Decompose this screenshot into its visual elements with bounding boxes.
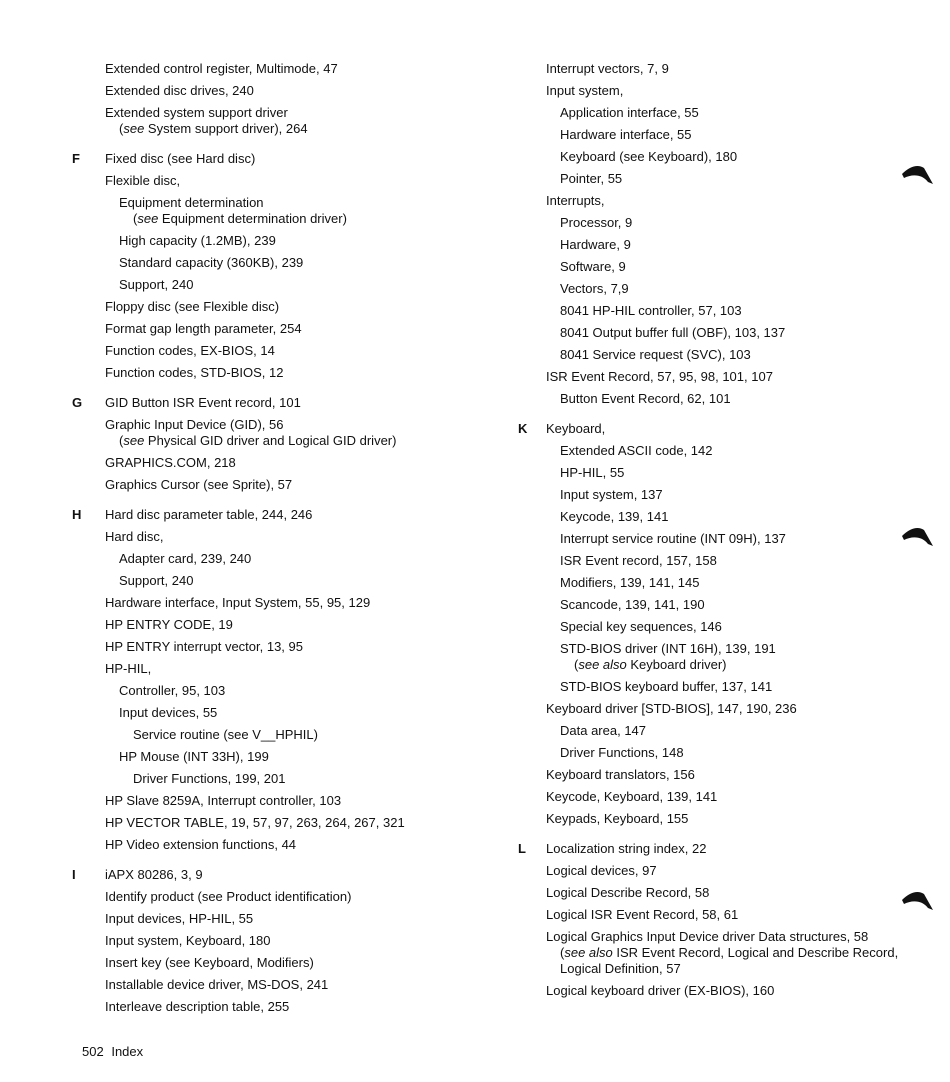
index-entry-text: HP-HIL, 55: [560, 465, 625, 480]
index-entry-text: Keyboard driver [STD-BIOS], 147, 190, 236: [546, 701, 797, 716]
see-label: see also: [578, 657, 627, 672]
index-entry: [105, 452, 472, 474]
index-entry: [105, 724, 472, 746]
index-entry-text: HP ENTRY CODE, 19: [105, 617, 233, 632]
index-entry: [105, 148, 472, 170]
index-entry-cross-reference: (see Physical GID driver and Logical GID driver): [119, 433, 397, 448]
index-entry: [105, 392, 472, 414]
index-entry-text: Insert key (see Keyboard, Modifiers): [105, 955, 314, 970]
index-section: [518, 838, 918, 1002]
index-entry-text: HP ENTRY interrupt vector, 13, 95: [105, 639, 303, 654]
index-section: [72, 392, 472, 496]
index-entry: [546, 838, 918, 860]
index-entry-text: Interleave description table, 255: [105, 999, 290, 1014]
index-entry-text: Hardware interface, Input System, 55, 95, 129: [105, 595, 371, 610]
index-entry: [105, 362, 472, 384]
index-entry-text: Hard disc parameter table, 244, 246: [105, 507, 313, 522]
index-entry: [546, 322, 918, 344]
cross-reference-text: ISR Event Record, Logical and Describe Record,: [612, 945, 899, 960]
index-entry-text: ISR Event record, 157, 158: [560, 553, 717, 568]
index-entry: [105, 886, 472, 908]
index-entry-text: High capacity (1.2MB), 239: [119, 233, 276, 248]
index-entry: [546, 904, 918, 926]
section-letter: H: [72, 507, 82, 522]
see-label: see: [123, 121, 145, 136]
cross-reference-text: Keyboard driver): [626, 657, 727, 672]
index-entry-text: Function codes, STD-BIOS, 12: [105, 365, 284, 380]
index-entry: [546, 638, 918, 676]
index-entry: [546, 124, 918, 146]
index-entry-text: Controller, 95, 103: [119, 683, 226, 698]
index-entry: [546, 58, 918, 80]
index-entry-text: Fixed disc (see Hard disc): [105, 151, 256, 166]
index-entry: [105, 930, 472, 952]
index-entry: [546, 860, 918, 882]
index-entry: [105, 58, 472, 80]
index-entry-text: Input system, Keyboard, 180: [105, 933, 271, 948]
index-entry: [546, 720, 918, 742]
index-entry-text: Keycode, Keyboard, 139, 141: [546, 789, 718, 804]
index-entry-cross-reference: (see System support driver), 264: [119, 121, 308, 136]
index-entry: [546, 102, 918, 124]
index-entry: [546, 484, 918, 506]
page-number: 502: [82, 1044, 104, 1059]
index-entry-text: Logical ISR Event Record, 58, 61: [546, 907, 739, 922]
index-entry: [105, 702, 472, 724]
index-entry-text: Graphics Cursor (see Sprite), 57: [105, 477, 293, 492]
index-entry-text: Modifiers, 139, 141, 145: [560, 575, 700, 590]
index-entry: [105, 414, 472, 452]
index-entry-text: Scancode, 139, 141, 190: [560, 597, 705, 612]
index-entry: [105, 996, 472, 1018]
index-entry-text: Equipment determination: [119, 195, 264, 210]
index-entry: [105, 790, 472, 812]
index-entry-text: Keyboard translators, 156: [546, 767, 695, 782]
index-entry: [105, 252, 472, 274]
index-entry: [546, 440, 918, 462]
index-entry: [546, 256, 918, 278]
index-entry-cross-reference: (see Equipment determination driver): [133, 211, 347, 226]
index-entry-text: Format gap length parameter, 254: [105, 321, 302, 336]
index-entry: [546, 300, 918, 322]
index-entry: [105, 834, 472, 856]
index-section: [518, 418, 918, 830]
index-entry: [546, 146, 918, 168]
index-entry-text: HP-HIL,: [105, 661, 152, 676]
index-entry: [105, 318, 472, 340]
index-entry-text: Hardware interface, 55: [560, 127, 692, 142]
index-entry-text: GID Button ISR Event record, 101: [105, 395, 301, 410]
index-entry: [105, 864, 472, 886]
index-entry-text: Driver Functions, 148: [560, 745, 684, 760]
index-entry-text: Interrupts,: [546, 193, 605, 208]
index-entry-text: Localization string index, 22: [546, 841, 707, 856]
index-entry: [105, 170, 472, 192]
index-entry-text: Keypads, Keyboard, 155: [546, 811, 689, 826]
see-label: see: [123, 433, 145, 448]
index-section: [72, 864, 472, 1018]
index-entry-text: Keycode, 139, 141: [560, 509, 669, 524]
index-entry: [105, 952, 472, 974]
index-section: [72, 58, 472, 140]
index-section: [72, 148, 472, 384]
page-footer: [82, 1044, 143, 1059]
index-entry: [546, 278, 918, 300]
index-entry: [105, 80, 472, 102]
index-entry-text: Hardware, 9: [560, 237, 631, 252]
index-entry: [546, 980, 918, 1002]
index-entry-text: Software, 9: [560, 259, 626, 274]
index-entry: [105, 296, 472, 318]
index-entry-text: Support, 240: [119, 573, 194, 588]
index-entry: [546, 234, 918, 256]
index-entry-text: Logical devices, 97: [546, 863, 657, 878]
index-entry: [546, 418, 918, 440]
index-entry-text: Hard disc,: [105, 529, 164, 544]
index-entry: [546, 676, 918, 698]
index-entry: [105, 548, 472, 570]
section-letter: I: [72, 867, 76, 882]
index-entry-text: 8041 HP-HIL controller, 57, 103: [560, 303, 742, 318]
index-entry: [105, 192, 472, 230]
index-entry-text: Vectors, 7,9: [560, 281, 629, 296]
index-entry-text: Data area, 147: [560, 723, 647, 738]
index-entry-text: Input devices, HP-HIL, 55: [105, 911, 254, 926]
index-entry: [105, 812, 472, 834]
cross-reference-text: System support driver), 264: [144, 121, 308, 136]
index-entry: [546, 462, 918, 484]
index-entry: [546, 698, 918, 720]
margin-mark-icon: [900, 522, 934, 548]
section-letter: K: [518, 421, 528, 436]
index-entry: [105, 340, 472, 362]
index-entry-text: Standard capacity (360KB), 239: [119, 255, 304, 270]
index-entry-text: Interrupt vectors, 7, 9: [546, 61, 669, 76]
index-entry: [105, 526, 472, 548]
index-entry-text: Input system,: [546, 83, 624, 98]
index-entry: [105, 768, 472, 790]
index-entry: [105, 570, 472, 592]
index-entry: [105, 658, 472, 680]
left-index-column: [72, 58, 472, 1026]
index-entry-text: GRAPHICS.COM, 218: [105, 455, 236, 470]
index-entry-text: Application interface, 55: [560, 105, 699, 120]
index-entry-text: Keyboard,: [546, 421, 606, 436]
index-entry: [546, 764, 918, 786]
index-entry-text: Button Event Record, 62, 101: [560, 391, 731, 406]
index-entry: [546, 168, 918, 190]
index-entry: [105, 746, 472, 768]
index-entry: [105, 908, 472, 930]
index-entry: [105, 504, 472, 526]
section-letter: G: [72, 395, 83, 410]
see-label: see: [137, 211, 159, 226]
index-entry-text: HP Slave 8259A, Interrupt controller, 103: [105, 793, 342, 808]
index-entry-text: Special key sequences, 146: [560, 619, 722, 634]
index-entry-text: HP Mouse (INT 33H), 199: [119, 749, 269, 764]
right-index-column: [518, 58, 918, 1010]
index-entry: [105, 230, 472, 252]
index-entry-text: Logical keyboard driver (EX-BIOS), 160: [546, 983, 775, 998]
index-entry: [546, 506, 918, 528]
index-entry: [546, 528, 918, 550]
cross-reference-text: Physical GID driver and Logical GID driver): [144, 433, 397, 448]
index-entry-text: Processor, 9: [560, 215, 633, 230]
footer-label: Index: [111, 1044, 144, 1059]
index-entry-text: STD-BIOS keyboard buffer, 137, 141: [560, 679, 773, 694]
index-entry: [105, 614, 472, 636]
index-entry-text: 8041 Output buffer full (OBF), 103, 137: [560, 325, 786, 340]
index-entry: [546, 388, 918, 410]
index-entry-text: STD-BIOS driver (INT 16H), 139, 191: [560, 641, 776, 656]
index-entry: [546, 366, 918, 388]
index-section: [72, 504, 472, 856]
index-entry: [105, 636, 472, 658]
section-letter: F: [72, 151, 80, 166]
index-entry-text: Function codes, EX-BIOS, 14: [105, 343, 275, 358]
index-entry: [546, 616, 918, 638]
index-entry: [546, 572, 918, 594]
index-entry: [546, 808, 918, 830]
index-entry-text: Logical Describe Record, 58: [546, 885, 710, 900]
see-label: see also: [564, 945, 613, 960]
index-entry: [105, 592, 472, 614]
index-entry-text: Extended disc drives, 240: [105, 83, 254, 98]
index-entry-text: Adapter card, 239, 240: [119, 551, 252, 566]
index-entry-text: Service routine (see V__HPHIL): [133, 727, 318, 742]
index-section: [518, 58, 918, 410]
margin-mark-icon: [900, 160, 934, 186]
index-entry: [546, 786, 918, 808]
index-entry: [546, 594, 918, 616]
index-entry: [546, 344, 918, 366]
index-entry: [105, 680, 472, 702]
index-entry: [105, 474, 472, 496]
index-entry-text: Interrupt service routine (INT 09H), 137: [560, 531, 786, 546]
index-entry: [546, 926, 918, 980]
index-entry: [546, 80, 918, 102]
index-entry-text: Graphic Input Device (GID), 56: [105, 417, 284, 432]
index-entry-text: Identify product (see Product identification): [105, 889, 352, 904]
index-entry: [105, 274, 472, 296]
index-entry: [546, 882, 918, 904]
cross-reference-text: Equipment determination driver): [158, 211, 347, 226]
index-entry-text: Driver Functions, 199, 201: [133, 771, 286, 786]
index-entry-cross-reference: (see also Keyboard driver): [574, 657, 727, 672]
index-entry: [105, 974, 472, 996]
index-entry: [546, 190, 918, 212]
index-entry: [105, 102, 472, 140]
index-entry-text: Flexible disc,: [105, 173, 181, 188]
index-entry-text: Extended control register, Multimode, 47: [105, 61, 338, 76]
index-entry-text: ISR Event Record, 57, 95, 98, 101, 107: [546, 369, 773, 384]
index-entry: [546, 212, 918, 234]
index-entry-cross-reference: (see also ISR Event Record, Logical and Describe Record,: [560, 945, 899, 960]
index-entry-text: Input devices, 55: [119, 705, 218, 720]
index-entry-text: HP VECTOR TABLE, 19, 57, 97, 263, 264, 267, 321: [105, 815, 405, 830]
index-entry-text: 8041 Service request (SVC), 103: [560, 347, 751, 362]
index-entry: [546, 742, 918, 764]
index-entry-continuation: Logical Definition, 57: [560, 961, 681, 976]
index-entry-text: iAPX 80286, 3, 9: [105, 867, 203, 882]
index-entry: [546, 550, 918, 572]
index-entry-text: Support, 240: [119, 277, 194, 292]
index-entry-text: Installable device driver, MS-DOS, 241: [105, 977, 329, 992]
index-entry-text: Logical Graphics Input Device driver Data structures, 58: [546, 929, 869, 944]
index-entry-text: Pointer, 55: [560, 171, 623, 186]
index-entry-text: Extended ASCII code, 142: [560, 443, 713, 458]
index-entry-text: Keyboard (see Keyboard), 180: [560, 149, 738, 164]
index-entry-text: Floppy disc (see Flexible disc): [105, 299, 280, 314]
index-entry-text: Input system, 137: [560, 487, 663, 502]
section-letter: L: [518, 841, 526, 856]
index-entry-text: Extended system support driver: [105, 105, 288, 120]
index-entry-text: HP Video extension functions, 44: [105, 837, 297, 852]
margin-mark-icon: [900, 886, 934, 912]
